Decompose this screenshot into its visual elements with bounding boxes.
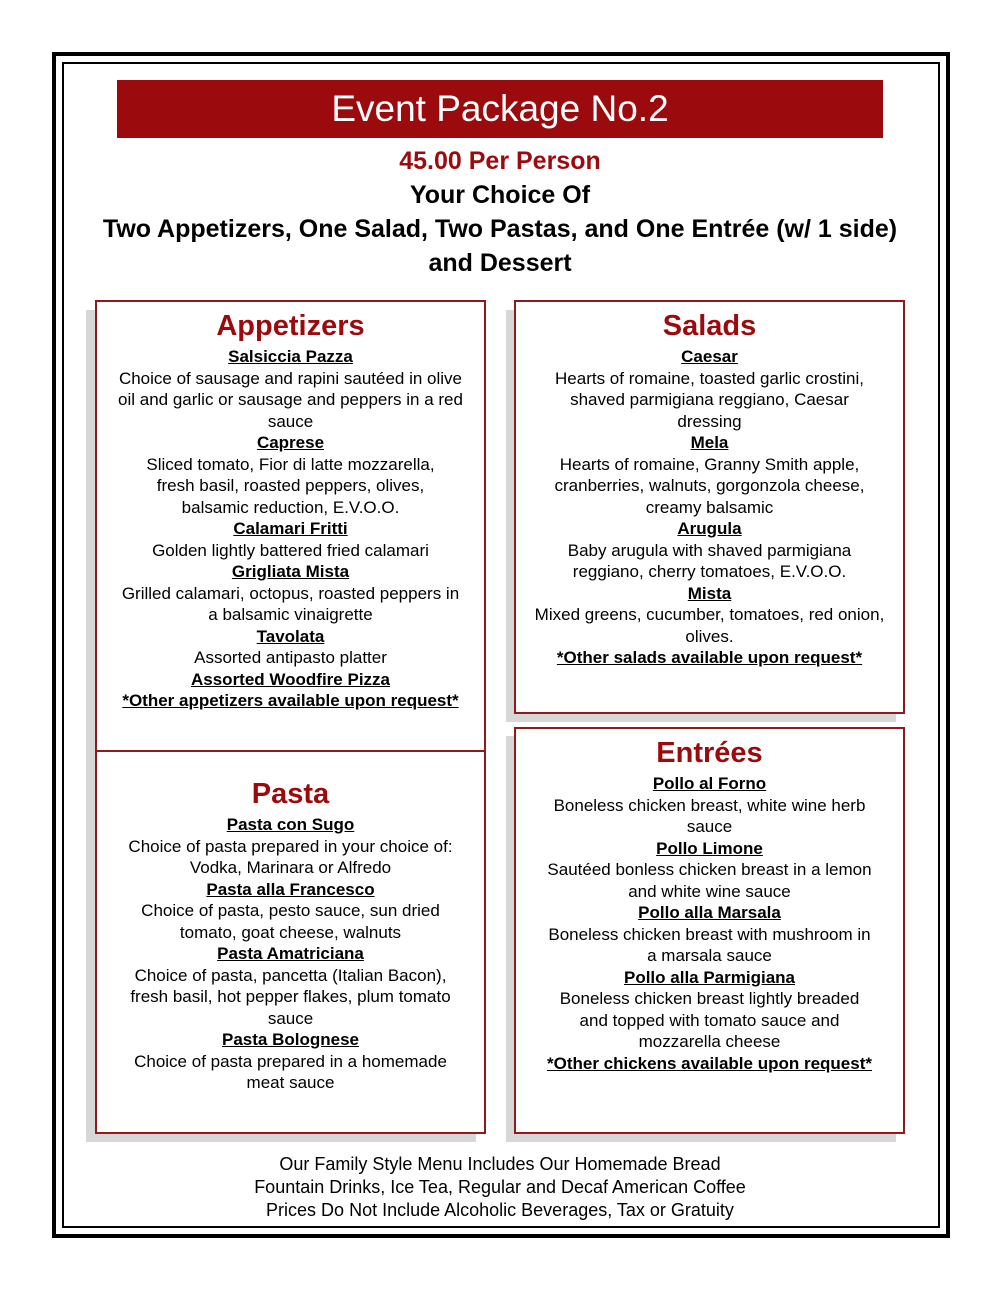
appetizer-desc: Grilled calamari, octopus, roasted peppers in a balsamic vinaigrette bbox=[121, 583, 460, 624]
appetizer-desc: Assorted antipasto platter bbox=[194, 648, 387, 667]
appetizer-name: Caprese bbox=[256, 433, 325, 452]
appetizer-name: Calamari Fritti bbox=[233, 519, 348, 538]
pasta-desc: Choice of pasta, pesto sauce, sun dried tomato, goat cheese, walnuts bbox=[141, 901, 440, 942]
entree-name: Pollo alla Parmigiana bbox=[623, 967, 795, 987]
salad-desc: Baby arugula with shaved parmigiana reggiano, cherry tomatoes, E.V.O.O. bbox=[567, 540, 852, 581]
entrees-box bbox=[514, 727, 905, 1134]
appetizer-desc: Sliced tomato, Fior di latte mozzarella, fresh basil, roasted peppers, olives, balsamic reduction, E.V.O.O. bbox=[146, 454, 435, 517]
appetizer-name: Assorted Woodfire Pizza bbox=[191, 669, 390, 689]
salad-name: Caesar bbox=[681, 347, 738, 366]
entree-desc: Sautéed bonless chicken breast in a lemon and white wine sauce bbox=[547, 860, 872, 901]
entree-desc: Boneless chicken breast with mushroom in a marsala sauce bbox=[548, 924, 871, 965]
appetizers-note: *Other appetizers available upon request* bbox=[122, 691, 459, 710]
appetizer-desc: Choice of sausage and rapini sautéed in olive oil and garlic or sausage and peppers in a red sauce bbox=[118, 368, 463, 431]
pasta-box bbox=[95, 750, 486, 1134]
pasta-desc: Choice of pasta prepared in a homemade meat sauce bbox=[134, 1051, 447, 1092]
footer-line-3: Prices Do Not Include Alcoholic Beverages, Tax or Gratuity bbox=[266, 1200, 734, 1220]
pasta-heading: Pasta bbox=[251, 778, 330, 810]
salad-name: Arugula bbox=[677, 519, 742, 538]
appetizers-heading: Appetizers bbox=[216, 310, 365, 342]
pasta-name: Pasta Amatriciana bbox=[217, 944, 364, 963]
entree-desc: Boneless chicken breast, white wine herb sauce bbox=[553, 795, 866, 836]
footer bbox=[70, 1153, 930, 1222]
entrees-note: *Other chickens available upon request* bbox=[546, 1053, 872, 1073]
entree-name: Pollo al Forno bbox=[652, 774, 767, 793]
entree-name: Pollo alla Marsala bbox=[638, 903, 781, 922]
salad-name: Mista bbox=[687, 583, 732, 603]
subtitle: Your Choice Of bbox=[409, 181, 591, 209]
salad-desc: Hearts of romaine, toasted garlic crostini, shaved parmigiana reggiano, Caesar dressing bbox=[555, 368, 864, 431]
appetizers-box bbox=[95, 300, 486, 752]
package-header bbox=[70, 144, 930, 280]
pasta-name: Pasta Bolognese bbox=[222, 1030, 359, 1049]
salad-name: Mela bbox=[690, 433, 729, 452]
appetizer-name: Salsiccia Pazza bbox=[228, 347, 353, 366]
salad-desc: Hearts of romaine, Granny Smith apple, cranberries, walnuts, gorgonzola cheese, creamy balsamic bbox=[554, 454, 865, 517]
pasta-desc: Choice of pasta prepared in your choice of: Vodka, Marinara or Alfredo bbox=[128, 836, 453, 877]
summary-line-2: and Dessert bbox=[428, 249, 572, 277]
entree-desc: Boneless chicken breast lightly breaded and topped with tomato sauce and mozzarella cheese bbox=[559, 989, 860, 1051]
entrees-heading: Entrées bbox=[656, 737, 763, 769]
salads-note: *Other salads available upon request* bbox=[556, 648, 863, 667]
appetizer-name: Tavolata bbox=[256, 626, 325, 646]
appetizer-name: Grigliata Mista bbox=[231, 562, 350, 581]
price-per-person: 45.00 Per Person bbox=[399, 147, 601, 175]
salad-desc: Mixed greens, cucumber, tomatoes, red onion, olives. bbox=[534, 605, 885, 646]
pasta-name: Pasta alla Francesco bbox=[206, 879, 375, 899]
summary-line-1: Two Appetizers, One Salad, Two Pastas, and One Entrée (w/ 1 side) bbox=[102, 215, 898, 243]
pasta-name: Pasta con Sugo bbox=[226, 815, 355, 834]
salads-heading: Salads bbox=[662, 310, 757, 342]
salads-box bbox=[514, 300, 905, 714]
footer-line-2: Fountain Drinks, Ice Tea, Regular and Decaf American Coffee bbox=[254, 1177, 746, 1197]
appetizer-desc: Golden lightly battered fried calamari bbox=[152, 540, 429, 560]
footer-line-1: Our Family Style Menu Includes Our Homemade Bread bbox=[279, 1154, 721, 1174]
pasta-desc: Choice of pasta, pancetta (Italian Bacon), fresh basil, hot pepper flakes, plum tomato sauce bbox=[130, 965, 451, 1028]
entree-name: Pollo Limone bbox=[656, 838, 763, 858]
title-banner: Event Package No.2 bbox=[117, 80, 883, 138]
